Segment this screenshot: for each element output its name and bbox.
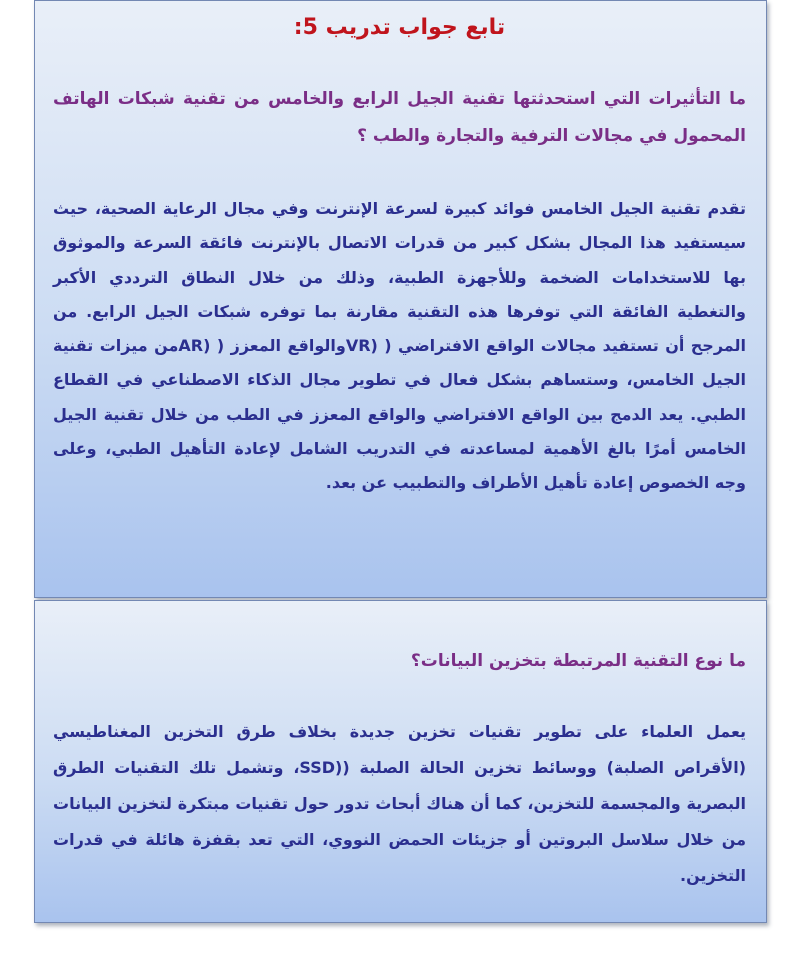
answer-text: تقدم تقنية الجيل الخامس فوائد كبيرة لسرعة الإنترنت وفي مجال الرعاية الصحية، حيث سيستفيد هذا المجال بشكل كبير من قدرات الاتصال بالإنترنت فائقة السرعة والموثوق بها للاستخدامات الضخمة وللأجهزة الطبية، وذلك من خلال النطاق الترددي الأكبر والتغطية الفائقة التي توفرها هذه التقنية مقارنة بما توفره شبكات الجيل الرابع. من المرجح أن تستفيد مجالات الواقع الافتراضي ( (VRوالواقع المعزز ( (ARمن ميزات تقنية الجيل الخامس، وستساهم بشكل فعال في تطوير مجال الذكاء الاصطناعي في القطاع الطبي. يعد الدمج بين الواقع الافتراضي والواقع المعزز في الطب من خلال تقنية الجيل الخامس أمرًا بالغ الأهمية لمساعدته في التدريب الشامل لإعادة التأهيل الطبي، وعلى وجه الخصوص إعادة تأهيل الأطراف والتطبيب عن بعد. bbox=[53, 199, 747, 493]
answer-text: يعمل العلماء على تطوير تقنيات تخزين جديدة بخلاف طرق التخزين المغناطيسي (الأقراص الصلبة) ووسائط تخزين الحالة الصلبة ((SSD، وتشمل تلك التقنيات الطرق البصرية والمجسمة للتخزين، كما أن هناك أبحاث تدور حول تقنيات مبتكرة لتخزين البيانات من خلال سلاسل البروتين أو جزيئات الحمض النووي، التي تعد بقفزة هائلة في قدرات التخزين. bbox=[53, 722, 746, 885]
question-text: ما نوع التقنية المرتبطة بتخزين البيانات؟ bbox=[410, 651, 746, 671]
answer-panel-data-storage bbox=[34, 600, 767, 923]
answer-panel-exercise-5 bbox=[34, 0, 767, 598]
panel-heading: تابع جواب تدريب 5: bbox=[293, 15, 506, 40]
question-text: ما التأثيرات التي استحدثتها تقنية الجيل الرابع والخامس من تقنية شبكات الهاتف المحمول في مجالات الترفية والتجارة والطب ؟ bbox=[53, 89, 746, 146]
